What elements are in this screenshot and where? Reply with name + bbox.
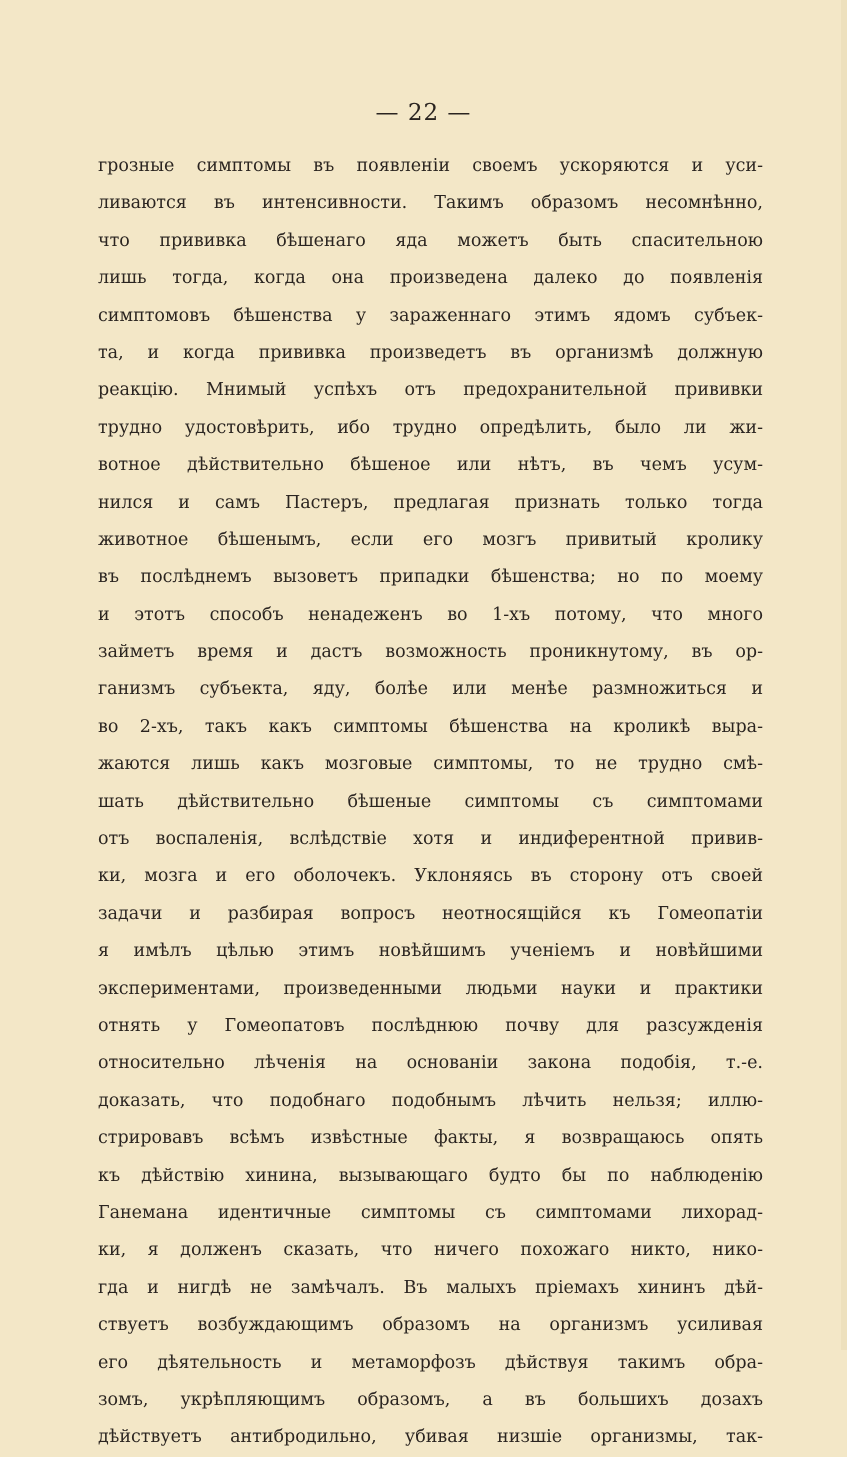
text-line: отнять у Гомеопатовъ послѣднюю почву для разсужденія (98, 1015, 763, 1036)
text-line: реакцію. Мнимый успѣхъ отъ предохранительной прививки (98, 380, 763, 401)
text-line: ки, мозга и его оболочекъ. Уклоняясь въ сторону отъ своей (98, 866, 763, 887)
text-line: экспериментами, произведенными людьми науки и практики (98, 978, 763, 999)
text-line: къ дѣйствію хинина, вызывающаго будто бы по наблюденію (98, 1165, 763, 1186)
text-line: и этотъ способъ ненадеженъ во 1-хъ потому, что много (98, 604, 763, 625)
text-line: гда и нигдѣ не замѣчалъ. Въ малыхъ пріемахъ хининъ дѣй- (98, 1277, 763, 1298)
text-line: симптомовъ бѣшенства у зараженнаго этимъ ядомъ субъек- (98, 305, 763, 326)
text-line: та, и когда прививка произведетъ въ организмѣ должную (98, 342, 763, 363)
text-line: относительно лѣченія на основаніи закона подобія, т.-е. (98, 1053, 763, 1074)
text-line: животное бѣшенымъ, если его мозгъ привитый кролику (98, 529, 763, 550)
text-line: Ганемана идентичные симптомы съ симптомами лихорад- (98, 1202, 763, 1223)
text-line: я имѣлъ цѣлью этимъ новѣйшимъ ученіемъ и новѣйшими (98, 941, 763, 962)
text-line: нился и самъ Пастеръ, предлагая признать только тогда (98, 492, 763, 513)
text-line: что прививка бѣшенаго яда можетъ быть спасительною (98, 230, 763, 251)
text-line: ганизмъ субъекта, яду, болѣе или менѣе размножиться и (98, 679, 763, 700)
text-line: задачи и разбирая вопросъ неотносящійся къ Гомеопатіи (98, 903, 763, 924)
text-line: трудно удостовѣрить, ибо трудно опредѣлить, было ли жи- (98, 417, 763, 438)
text-line: въ послѣднемъ вызоветъ припадки бѣшенства; но по моему (98, 567, 763, 588)
text-line: вотное дѣйствительно бѣшеное или нѣтъ, въ чемъ усум- (98, 455, 763, 476)
text-line: лишь тогда, когда она произведена далеко до появленія (98, 268, 763, 289)
text-line: шать дѣйствительно бѣшеные симптомы съ симптомами (98, 791, 763, 812)
page-number: — 22 — (375, 100, 472, 126)
body-text (98, 148, 763, 1457)
text-line: ливаются въ интенсивности. Такимъ образомъ несомнѣнно, (98, 193, 763, 214)
text-line: ки, я долженъ сказать, что ничего похожаго никто, нико- (98, 1240, 763, 1261)
text-line: стрировавъ всѣмъ извѣстные факты, я возвращаюсь опять (98, 1128, 763, 1149)
text-line: ствуетъ возбуждающимъ образомъ на организмъ усиливая (98, 1315, 763, 1336)
text-line: отъ воспаленія, вслѣдствіе хотя и индиферентной привив- (98, 829, 763, 850)
text-line: дѣйствуетъ антибродильно, убивая низшіе организмы, так- (98, 1427, 763, 1448)
text-line: доказать, что подобнаго подобнымъ лѣчить нельзя; иллю- (98, 1090, 763, 1111)
text-line: жаются лишь какъ мозговые симптомы, то не трудно смѣ- (98, 754, 763, 775)
text-line: его дѣятельность и метаморфозъ дѣйствуя такимъ обра- (98, 1352, 763, 1373)
text-line: займетъ время и дастъ возможность проникнутому, въ ор- (98, 642, 763, 663)
text-line: во 2-хъ, такъ какъ симптомы бѣшенства на кроликѣ выра- (98, 716, 763, 737)
text-line: грозные симптомы въ появленіи своемъ ускоряются и уси- (98, 156, 763, 176)
text-line: зомъ, укрѣпляющимъ образомъ, а въ большихъ дозахъ (98, 1389, 763, 1410)
